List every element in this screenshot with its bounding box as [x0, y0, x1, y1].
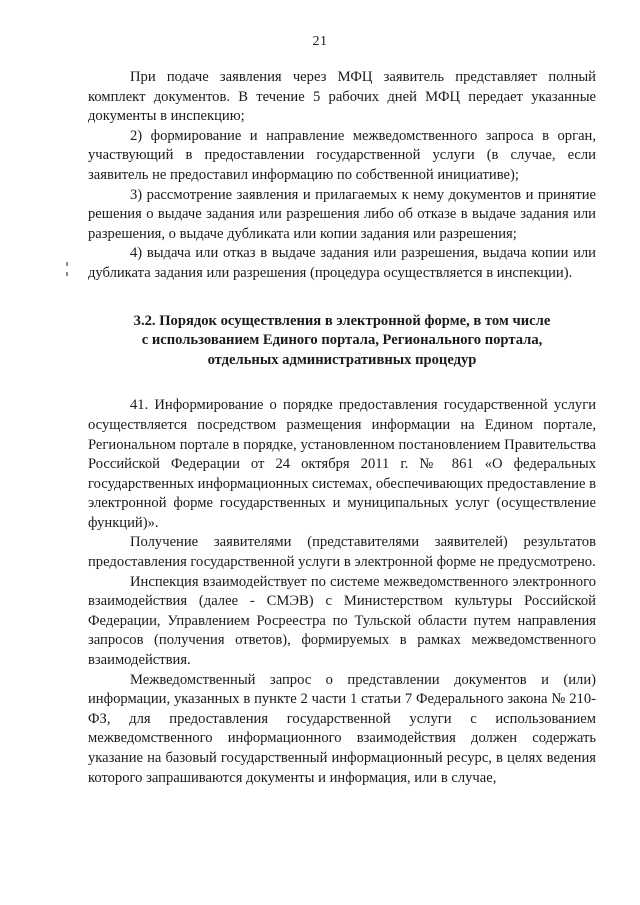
document-body [88, 68, 596, 788]
section-heading-line: отдельных административных процедур [207, 351, 477, 368]
paragraph: Получение заявителями (представителями заявителей) результатов предоставления государственной услуги в электронной форме не предусмотрено. [88, 534, 596, 571]
paragraph-41: 41. Информирование о порядке предоставления государственной услуги осуществляется посредством размещения информации на Едином портале, Региональном портале в порядке, установленном постановлением Правительства Российской Федерации от 24 октября 2011 г. № 861 «О федеральных государственных информационных системах, обеспечивающих предоставление в электронной форме государственных и муниципальных услуг (осуществление функций)». [88, 397, 596, 531]
scan-artifact [66, 272, 68, 276]
section-heading [88, 312, 596, 371]
list-item-4: 4) выдача или отказ в выдаче задания или разрешения, выдача копии или дубликата задания или разрешения (процедура осуществляется в инспекции). [88, 245, 596, 281]
section-heading-line: с использованием Единого портала, Регионального портала, [141, 332, 543, 349]
page-number: 21 [312, 34, 328, 49]
section-heading-line: 3.2. Порядок осуществления в электронной форме, в том числе [133, 312, 551, 329]
paragraph: При подаче заявления через МФЦ заявитель представляет полный комплект документов. В течение 5 рабочих дней МФЦ передает указанные документы в инспекцию; [88, 69, 596, 125]
paragraph: Межведомственный запрос о представлении документов и (или) информации, указанных в пункте 2 части 1 статьи 7 Федерального закона № 210-ФЗ, для предоставления государственной услуги с использованием межведомственного информационного взаимодействия должен содержать указание на базовый государственный информационный ресурс, в целях ведения которого запрашиваются документы и информация, или в случае, [88, 671, 596, 786]
paragraph: Инспекция взаимодействует по системе межведомственного электронного взаимодействия (далее - СМЭВ) с Министерством культуры Российской Федерации, Управлением Росреестра по Тульской области путем направления запросов (получения ответов), формируемых в рамках межведомственного взаимодействия. [88, 573, 596, 669]
list-item-3: 3) рассмотрение заявления и прилагаемых к нему документов и принятие решения о выдаче задания или разрешения либо об отказе в выдаче задания или разрешения, о выдаче дубликата или копии задания или разрешения; [88, 186, 596, 242]
list-item-2: 2) формирование и направление межведомственного запроса в орган, участвующий в предоставлении государственной услуги (в случае, если заявитель не предоставил информацию по собственной инициативе); [88, 127, 596, 183]
scan-artifact [66, 262, 68, 266]
